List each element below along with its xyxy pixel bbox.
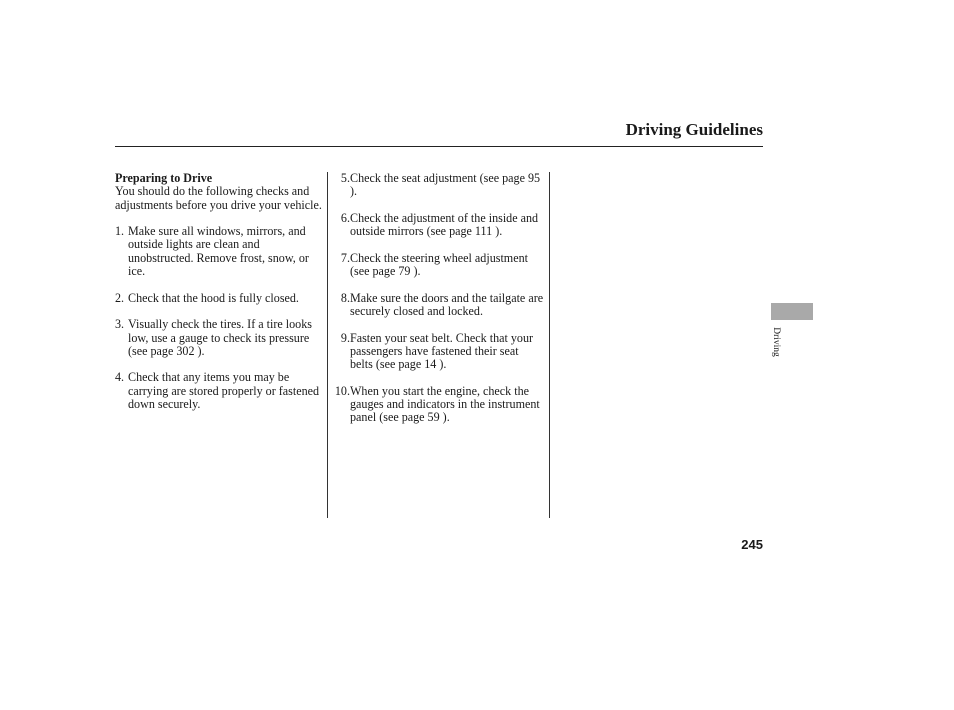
list-item — [115, 225, 323, 278]
section-intro: You should do the following checks and adjustments before you drive your vehicle. — [115, 184, 322, 212]
item-number: 10. — [334, 383, 350, 398]
item-number: 7. — [340, 250, 350, 265]
item-number: 9. — [340, 330, 350, 345]
list-item — [115, 292, 323, 305]
page-title: Driving Guidelines — [625, 120, 763, 139]
list-item — [332, 252, 544, 279]
column-divider-right — [549, 172, 550, 518]
item-text: Check that any items you may be carrying are stored properly or fastened down securely. — [128, 370, 320, 412]
header-rule — [115, 146, 763, 147]
item-text: Visually check the tires. If a tire looks low, use a gauge to check its pressure (see page 302 ). — [128, 317, 312, 358]
item-number: 8. — [340, 290, 350, 305]
item-text: Make sure the doors and the tailgate are securely closed and locked. — [350, 290, 544, 318]
list-item — [332, 385, 544, 425]
list-item — [332, 212, 544, 239]
item-text: Check the adjustment of the inside and outside mirrors (see page 111 ). — [350, 210, 539, 239]
item-number: 2. — [115, 290, 125, 305]
page-number: 245 — [741, 537, 763, 552]
column-divider-left — [327, 172, 328, 518]
item-number: 4. — [115, 370, 125, 385]
list-item — [332, 332, 544, 372]
item-number: 1. — [115, 224, 125, 239]
item-number: 5. — [340, 171, 350, 185]
section-tab-label: Driving — [771, 327, 781, 357]
item-text: Fasten your seat belt. Check that your passengers have fastened their seat belts (see page 14 ). — [350, 330, 534, 372]
item-text: Check that the hood is fully closed. — [128, 290, 299, 305]
item-number: 3. — [115, 317, 125, 332]
item-text: Make sure all windows, mirrors, and outside lights are clean and unobstructed. Remove frost, snow, or ice. — [128, 224, 309, 279]
section-heading: Preparing to Drive — [115, 171, 213, 185]
list-item — [332, 292, 544, 319]
right-column — [332, 172, 544, 438]
section-tab — [771, 303, 813, 320]
list-item — [115, 318, 323, 358]
item-number: 6. — [340, 210, 350, 225]
left-column — [115, 172, 323, 425]
item-text: When you start the engine, check the gauges and indicators in the instrument panel (see page 59 ). — [350, 383, 540, 425]
list-item — [115, 371, 323, 411]
list-item — [332, 172, 544, 199]
item-text: Check the steering wheel adjustment (see page 79 ). — [350, 250, 528, 279]
item-text: Check the seat adjustment (see page 95 ). — [350, 171, 541, 199]
